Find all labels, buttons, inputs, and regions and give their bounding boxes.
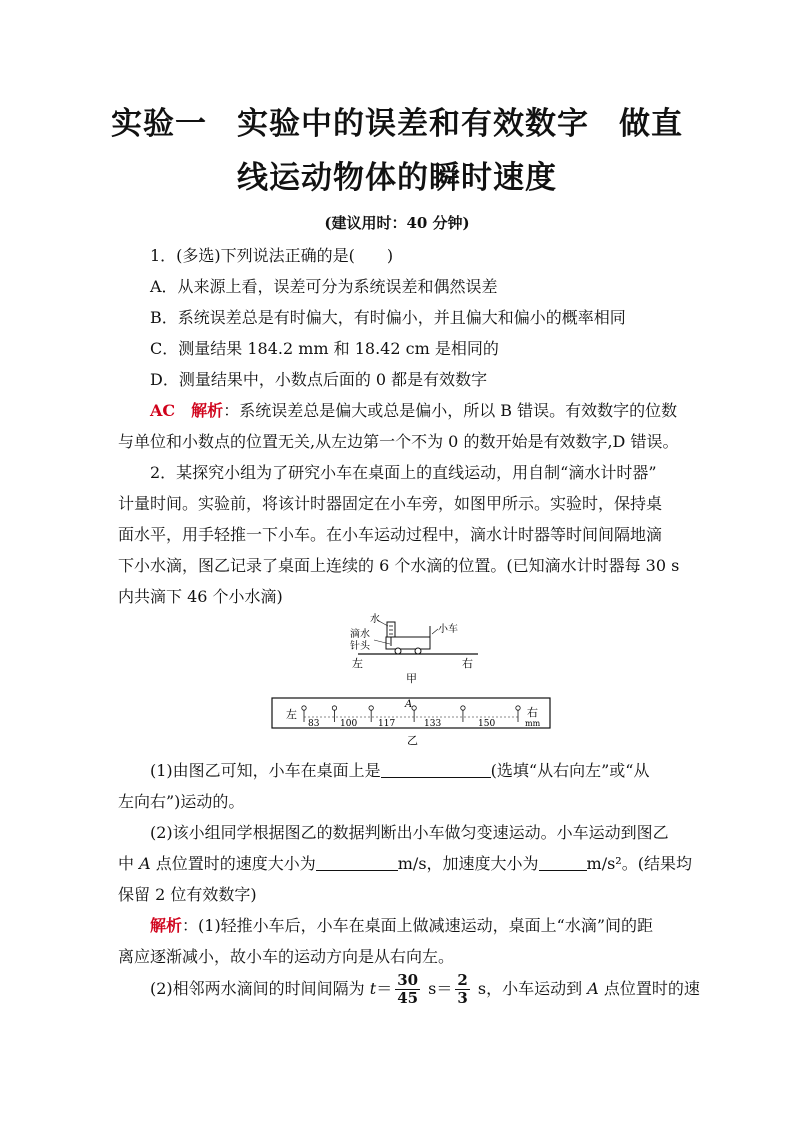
q1-option-a: A．从来源上看，误差可分为系统误差和偶然误差 — [150, 277, 498, 296]
q2-line1: 2．某探究小组为了研究小车在桌面上的直线运动，用自制“滴水计时器” — [150, 463, 657, 482]
q2-sub2-blank-acceleration[interactable] — [539, 854, 587, 871]
title-part-3: 做直 — [619, 106, 683, 142]
jia-label-drip2: 针头 — [350, 641, 370, 652]
jia-label-water: 水 — [370, 614, 380, 625]
q1-analysis-line1 — [150, 398, 710, 421]
fraction-30-45 — [395, 972, 420, 1007]
q1-analysis-text1: ：系统误差总是偏大或总是偏小，所以 B 错误。有效数字的位数 — [223, 401, 678, 420]
yi-label-left: 左 — [286, 708, 297, 721]
figure-yi — [268, 694, 558, 748]
q2-sub1-line2: 左向右”)运动的。 — [118, 792, 245, 811]
q2-sub2-text-b4: m/s²。(结果均 — [586, 854, 692, 873]
q2-analysis-line3 — [150, 972, 710, 1007]
q1-option-b: B．系统误差总是有时偏大，有时偏小，并且偏大和偏小的概率相同 — [150, 308, 626, 327]
water-drop-point — [412, 706, 416, 710]
yi-seg-1: 83 — [308, 719, 320, 729]
yi-unit: mm — [525, 719, 541, 728]
jia-caption: 甲 — [406, 672, 417, 685]
q2-sub2-text-b3: m/s，加速度大小为 — [397, 854, 539, 873]
q1-analysis-line2: 与单位和小数点的位置无关,从左边第一个不为 0 的数开始是有效数字,D 错误。 — [118, 432, 679, 451]
q1-stem: 1．(多选)下列说法正确的是( ) — [150, 246, 394, 265]
q2-sub2-text-b1: 中 — [118, 854, 140, 873]
fraction-1-numerator: 30 — [397, 971, 419, 989]
yi-seg-3: 117 — [378, 719, 396, 729]
title-part-1: 实验一 — [111, 106, 207, 142]
water-drop-point — [302, 706, 306, 710]
q2-analysis-t: t — [369, 979, 377, 998]
q2-analysis-label: 解析 — [150, 916, 183, 935]
q2-sub2-line2 — [118, 851, 692, 874]
page-title-line1 — [0, 98, 794, 143]
figure-jia — [340, 612, 490, 688]
q2-analysis-line1 — [150, 913, 710, 936]
jia-label-drip1: 滴水 — [350, 629, 370, 640]
q2-sub1-blank[interactable] — [381, 761, 491, 778]
q2-analysis-eq: ＝ — [376, 979, 393, 998]
q2-analysis-point-a: A — [587, 979, 599, 998]
yi-label-right: 右 — [527, 706, 538, 719]
q2-line3: 面水平，用手轻推一下小车。在小车运动过程中，滴水计时器等时间间隔地滴 — [118, 525, 663, 544]
water-drop-point — [332, 706, 336, 710]
water-drop-point — [461, 706, 465, 710]
q2-sub2-point-a: A — [139, 854, 151, 873]
q2-sub1-text-a: (1)由图乙可知，小车在桌面上是 — [150, 761, 381, 780]
fraction-2-numerator: 2 — [457, 971, 468, 989]
q1-analysis-label: 解析 — [191, 401, 224, 420]
q2-line4: 下小水滴，图乙记录了桌面上连续的 6 个水滴的位置。(已知滴水计时器每 30 s — [118, 556, 680, 575]
q2-sub1-text-b: (选填“从右向左”或“从 — [490, 761, 650, 780]
yi-seg-5: 150 — [478, 719, 496, 729]
q2-sub2-blank-velocity[interactable] — [316, 854, 398, 871]
q2-analysis-text3a: (2)相邻两水滴间的时间间隔为 — [150, 979, 370, 998]
q1-option-c: C．测量结果 184.2 mm 和 18.42 cm 是相同的 — [150, 339, 499, 358]
q2-sub1-line1 — [150, 758, 710, 781]
q2-sub2-text-b2: 点位置时的速度大小为 — [150, 854, 316, 873]
jia-label-right: 右 — [462, 657, 473, 670]
q2-analysis-text1: ：(1)轻推小车后，小车在桌面上做减速运动，桌面上“水滴”间的距 — [182, 916, 654, 935]
q2-sub2-line1: (2)该小组同学根据图乙的数据判断出小车做匀变速运动。小车运动到图乙 — [150, 823, 669, 842]
yi-seg-4: 133 — [424, 719, 442, 729]
fraction-2-denominator: 3 — [457, 989, 468, 1007]
title-part-2: 实验中的误差和有效数字 — [237, 106, 589, 142]
fraction-1-denominator: 45 — [397, 989, 419, 1007]
q1-option-d: D．测量结果中，小数点后面的 0 都是有效数字 — [150, 370, 488, 389]
yi-seg-2: 100 — [340, 719, 358, 729]
yi-caption: 乙 — [407, 734, 418, 747]
page-title-line2: 线运动物体的瞬时速度 — [237, 160, 557, 196]
q2-line2: 计量时间。实验前，将该计时器固定在小车旁，如图甲所示。实验时，保持桌 — [118, 494, 663, 513]
q2-sub2-line3: 保留 2 位有效数字) — [118, 885, 257, 904]
fraction-2-3 — [455, 972, 469, 1007]
q2-analysis-end: 点位置时的速 — [598, 979, 700, 998]
jia-label-left: 左 — [352, 657, 363, 670]
q2-line5: 内共滴下 46 个小水滴) — [118, 587, 283, 606]
water-drop-point — [516, 706, 520, 710]
water-drop-point — [369, 706, 373, 710]
q2-analysis-s2: s，小车运动到 — [472, 979, 588, 998]
jia-label-car: 小车 — [438, 624, 458, 635]
q1-answer: AC — [150, 401, 176, 420]
q2-analysis-s1: s＝ — [423, 979, 453, 998]
yi-point-label-a: A — [405, 699, 413, 710]
suggested-time: (建议用时：40 分钟) — [324, 214, 470, 232]
q2-analysis-line2: 离应逐渐减小，故小车的运动方向是从右向左。 — [118, 947, 455, 966]
